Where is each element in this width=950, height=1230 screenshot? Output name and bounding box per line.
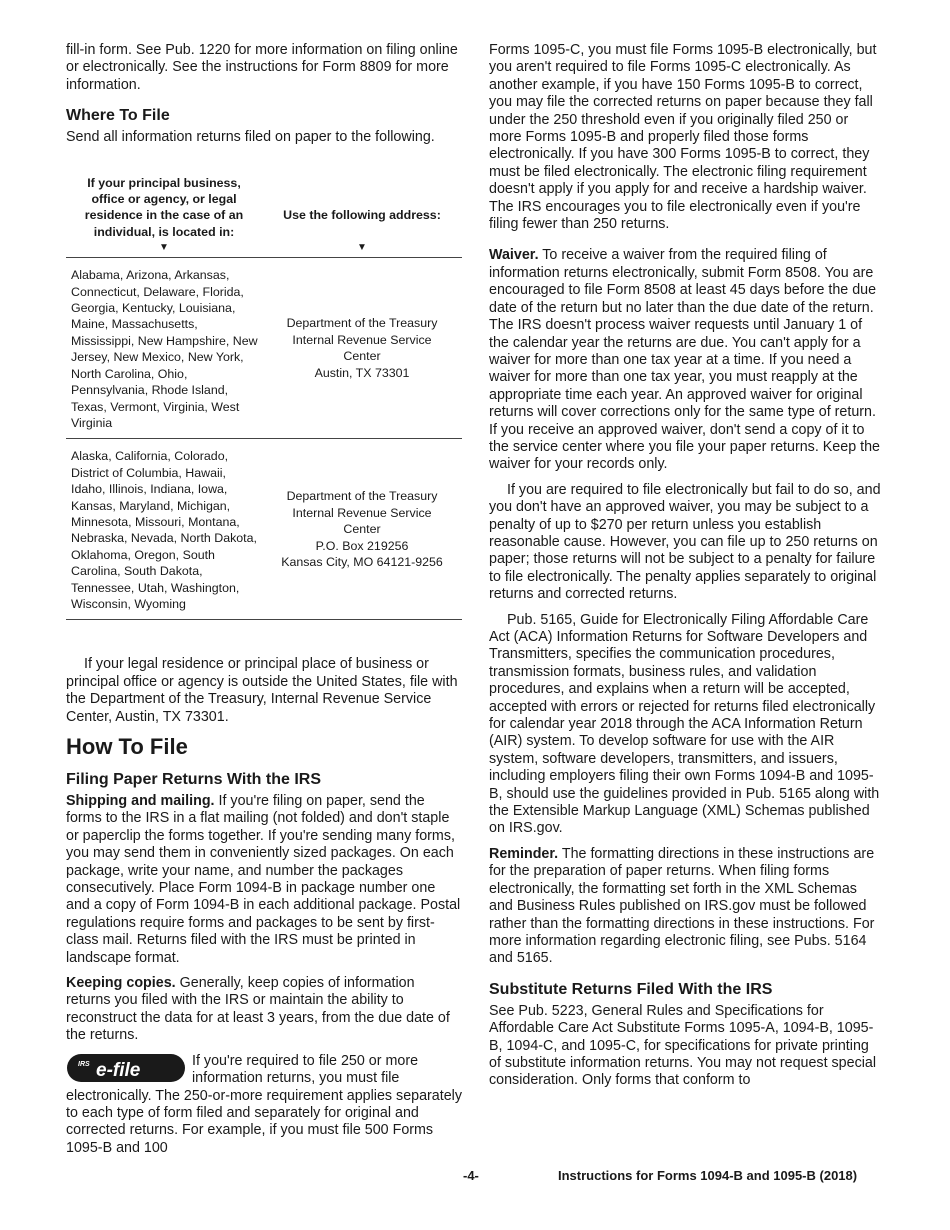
keeping-paragraph [66,975,462,1045]
address-line: Department of the Treasury [286,489,438,504]
intro-paragraph: fill-in form. See Pub. 1220 for more information on filing online or electronically. See the instructions for Form 8809 for more information. [66,42,458,93]
reminder-text: The formatting directions in these instructions are for the preparation of paper returns. When filing forms electronically, the formatting set forth in the XML Schemas and Business Rules published on IRS.gov must be followed rather than the formatting directions in these instructions. For more information regarding electronic filing, see Pubs. 5164 and 5165. [489,845,875,967]
table-header-address [262,161,462,258]
footer-title: Instructions for Forms 1094-B and 1095-B (2018) [558,1168,858,1183]
address-cell [262,439,462,620]
page-number: -4- [463,1168,479,1183]
address-line: Center [343,349,381,364]
address-line: P.O. Box 219256 [315,538,409,553]
table-header-location-text: If your principal business, office or agency, or legal residence in the case of an individual, is located in: [84,175,244,239]
page-footer [0,1168,950,1188]
address-line: Internal Revenue Service [292,332,432,347]
waiver-paragraph [489,247,884,473]
efile-text: If you're required to file 250 or more information returns, you must file electronically. The 250-or-more requirement applies separately to each type of form filed and separately for original and corrected returns. For example, if you must file 500 Forms 1095-B and 100 [66,1052,463,1156]
address-line: Austin, TX 73301 [314,365,410,380]
efile-paragraph [66,1053,462,1157]
substitute-returns-text: See Pub. 5223, General Rules and Specifications for Affordable Care Act Substitute Forms 1095-A, 1094-B, 1095-B, 1094-C, and 1095-C, for specifications for private printing of substitute information returns. You may not request special consideration. Only forms that conform to [489,1002,877,1089]
substitute-returns-heading: Substitute Returns Filed With the IRS [489,980,773,998]
keeping-text: Generally, keep copies of information returns you filed with the IRS or maintain the ability to reconstruct the data for at least 3 years, from the due date of the returns. [66,975,450,1044]
continued-paragraph: Forms 1095-C, you must file Forms 1095-B electronically, but you aren't required to file Forms 1095-C electronically. As another example, if you have 150 Forms 1095-B to correct, you may file the corrected returns on paper because they fall under the 250 threshold even if you originally filed 250 or more Forms 1095-B and properly filed those forms electronically. If you have 300 Forms 1095-B to correct, they must be filed electronically. The electronic filing requirement doesn't apply if you apply for and receive a hardship waiver. The IRS encourages you to file electronically even if you're filing fewer than 250 returns. [489,42,877,233]
outside-us-paragraph: If your legal residence or principal place of business or principal office or agency is outside the United States, file with the Department of the Treasury, Internal Revenue Service Center, Austin, TX 73301. [66,656,458,725]
down-arrow-icon: ▼ [159,242,169,254]
address-line: Center [343,522,381,537]
address-line: Internal Revenue Service [292,505,432,520]
table-header-location [66,161,262,258]
down-arrow-icon: ▼ [357,242,367,254]
shipping-paragraph [66,793,462,967]
filing-paper-heading: Filing Paper Returns With the IRS [66,771,321,788]
pub5165-paragraph: Pub. 5165, Guide for Electronically Filing Affordable Care Act (ACA) Information Returns for Software Developers and Transmitters, specifies the communication procedures, transmission formats, business rules, and validation procedures, and explains when a return will be accepted, accepted with errors or rejected for returns filed electronically for calendar year 2018 through the ACA Information Return (AIR) system. To develop software for use with the AIR system, software developers, transmitters, and issuers, including employers filing their own Forms 1094-B and 1095-B, should use the guidelines provided in Pub. 5165 along with the Extensible Markup Language (XML) Schemas published on IRS.gov. [489,611,880,837]
address-line: Kansas City, MO 64121-9256 [281,554,443,569]
table-row [66,439,462,620]
left-column [66,42,462,1157]
where-to-file-heading: Where To File [66,107,170,125]
penalty-paragraph: If you are required to file electronically but fail to do so, and you don't have an approved waiver, you may be subject to a penalty of up to $270 per return unless you establish reasonable cause. However, you can file up to 250 returns on paper; those returns will not be subject to a penalty for failure to file electronically. The penalty applies separately to original returns and corrected returns. [489,481,881,603]
states-cell: Alaska, California, Colorado, District of Columbia, Hawaii, Idaho, Illinois, Indiana, Iowa, Kansas, Maryland, Michigan, Minnesota, Missouri, Montana, Nebraska, Nevada, North Dakota, Oklahoma, Oregon, South Carolina, South Dakota, Tennessee, Utah, Washington, Wisconsin, Wyoming [66,439,262,620]
table-row [66,258,462,439]
address-cell [262,258,462,439]
svg-text:e-file: e-file [96,1059,141,1081]
address-line: Department of the Treasury [286,316,438,331]
waiver-text: To receive a waiver from the required filing of information returns electronically, submit Form 8508. You are encouraged to file Form 8508 at least 45 days before the due date of the return but no later than the due date of the return. The IRS doesn't process waiver requests until January 1 of the calendar year the returns are due. You can't apply for a waiver for more than one tax year at a time. If you need a waiver for more than one tax year, you must reapply at the appropriate time each year. An approved waiver for original returns will cover corrections only for the same type of return. If you receive an approved waiver, don't send a copy of it to the service center where you file your paper returns. Keep the waiver for your records only. [489,247,880,473]
address-table [66,161,462,621]
shipping-label: Shipping and mailing. [66,793,215,809]
states-cell: Alabama, Arizona, Arkansas, Connecticut, Delaware, Florida, Georgia, Kentucky, Louisiana, Maine, Massachusetts, Mississippi, New Hampshire, New Jersey, New Mexico, New York, North Carolina, Ohio, Pennsylvania, Rhode Island, Texas, Vermont, Virginia, West Virginia [66,258,262,439]
reminder-paragraph [489,846,884,968]
table-header-address-text: Use the following address: [283,207,441,222]
right-column [489,42,884,1098]
where-to-file-text: Send all information returns filed on paper to the following. [66,129,435,146]
waiver-label: Waiver. [489,247,539,264]
keeping-label: Keeping copies. [66,975,176,992]
irs-efile-logo-icon [66,1053,186,1083]
how-to-file-heading: How To File [66,734,188,759]
svg-text:IRS: IRS [78,1060,90,1068]
shipping-text: If you're filing on paper, send the forms to the IRS in a flat mailing (not folded) and don't staple or paperclip the forms together. If you're sending many forms, you may send them in conveniently sized packages. On each package, write your name, and number the packages consecutively. Place Form 1094-B in package number one and a copy of Form 1094-B in each additional package. Postal regulations require forms and packages to be sent by first-class mail. Returns filed with the IRS must be printed in landscape format. [66,793,461,966]
reminder-label: Reminder. [489,845,559,862]
